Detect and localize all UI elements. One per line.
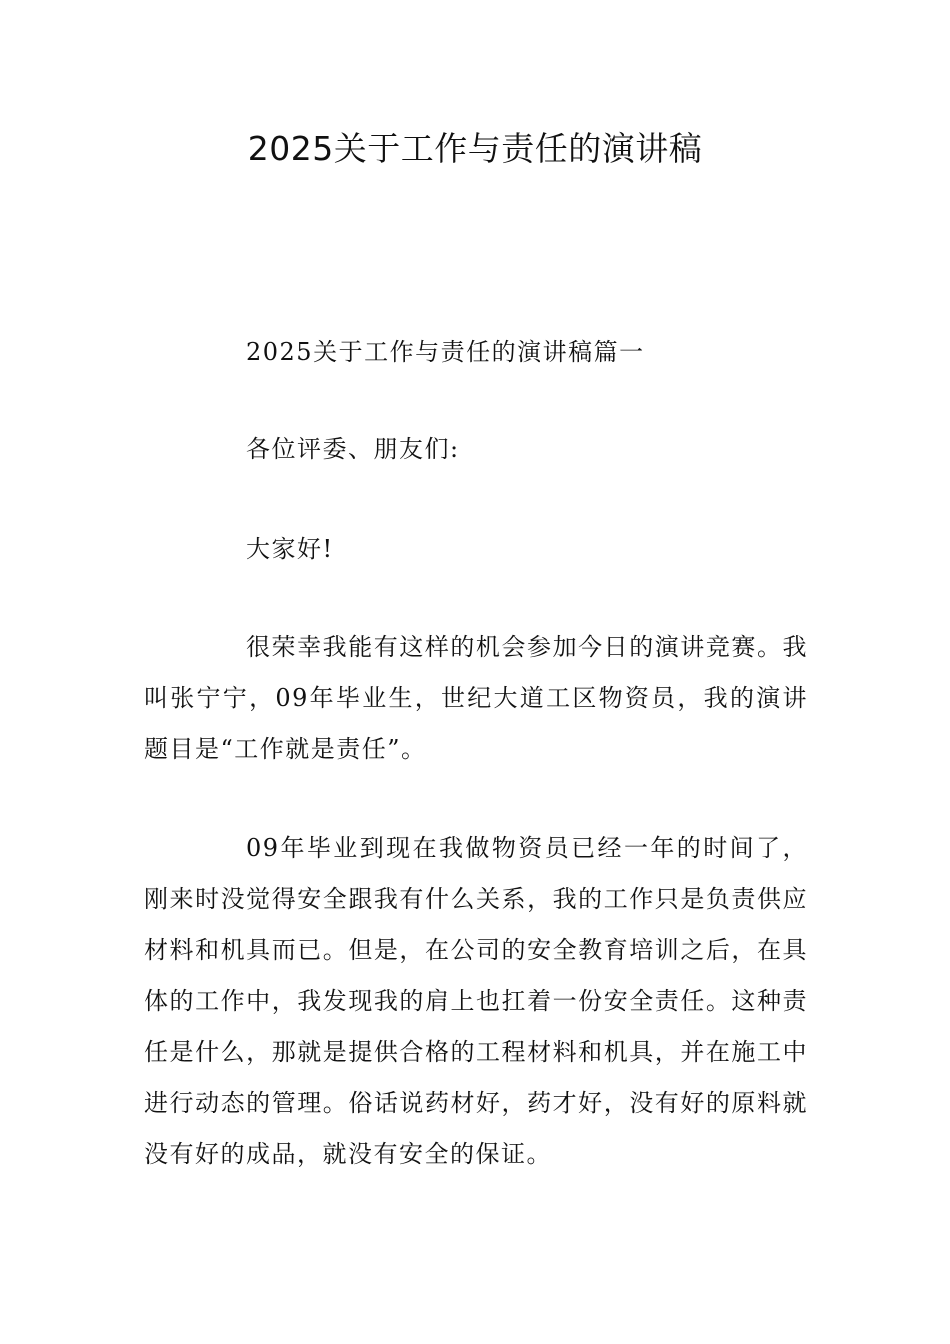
body-paragraph: 09年毕业到现在我做物资员已经一年的时间了，刚来时没觉得安全跟我有什么关系，我的工作只是负责供应材料和机具而已。但是，在公司的安全教育培训之后，在具体的工作中，我发现我的肩上也扛着一份安全责任。这种责任是什么，那就是提供合格的工程材料和机具，并在施工中进行动态的管理。俗话说药材好，药才好，没有好的原料就没有好的成品，就没有安全的保证。 xyxy=(144,834,808,1168)
greeting-line: 各位评委、朋友们: xyxy=(246,435,460,463)
section-heading: 2025关于工作与责任的演讲稿篇一 xyxy=(246,338,645,366)
page-title: 2025关于工作与责任的演讲稿 xyxy=(247,129,703,168)
hello-line: 大家好! xyxy=(246,535,334,563)
body-paragraph: 很荣幸我能有这样的机会参加今日的演讲竞赛。我叫张宁宁，09年毕业生，世纪大道工区物资员，我的演讲题目是“工作就是责任”。 xyxy=(144,633,808,763)
